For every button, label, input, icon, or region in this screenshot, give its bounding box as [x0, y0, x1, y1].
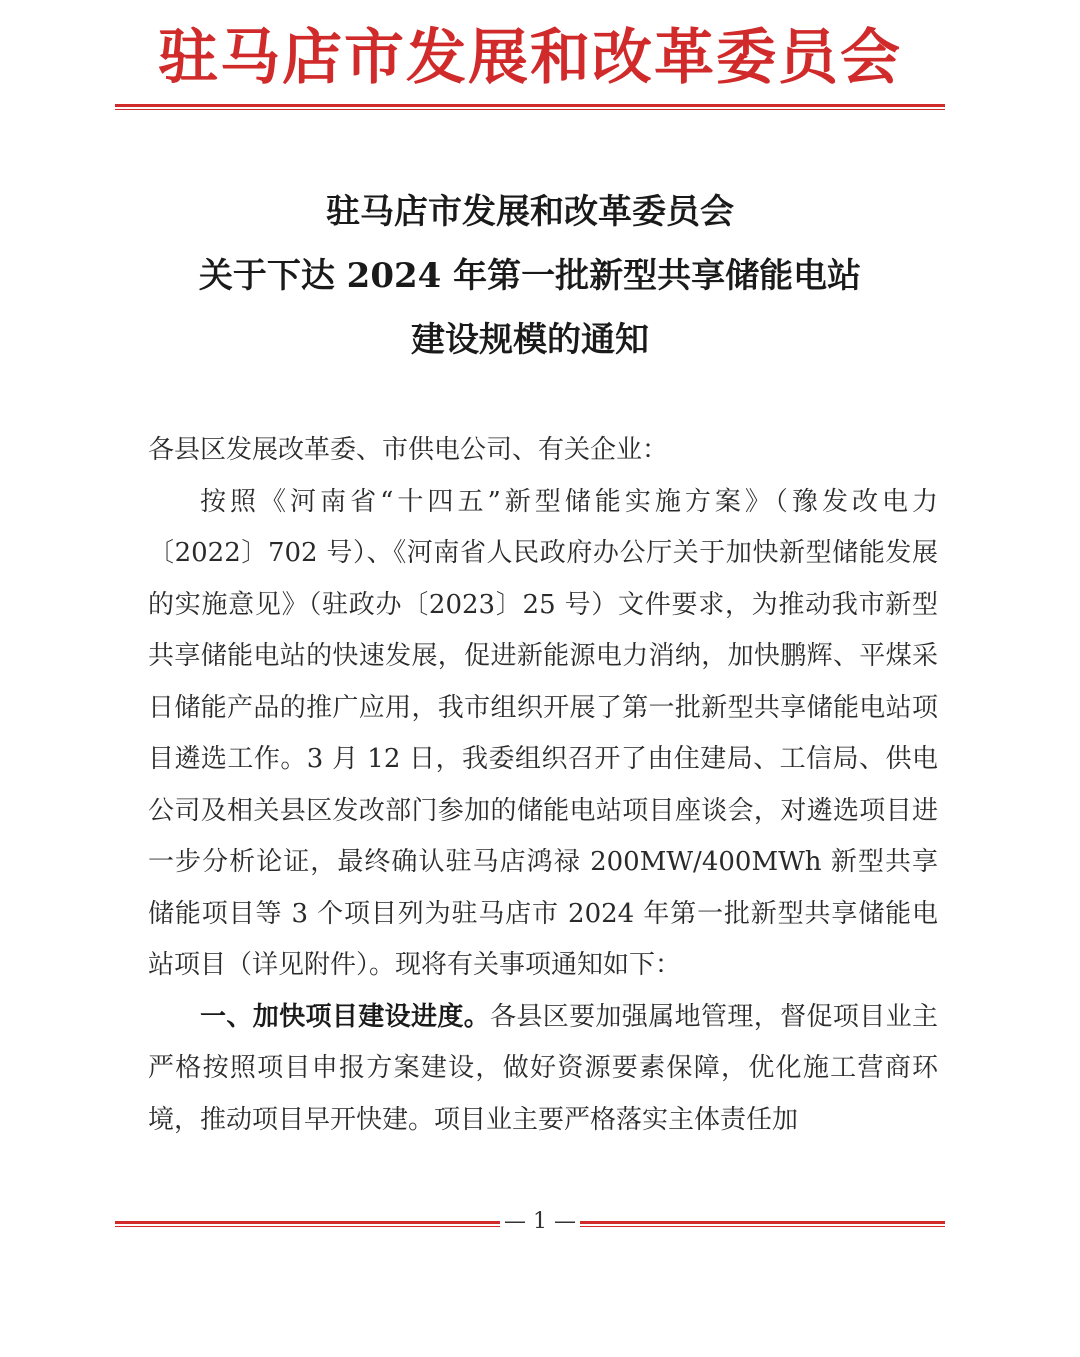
- salutation: 各县区发展改革委、市供电公司、有关企业：: [148, 435, 669, 465]
- document-title-line-3: 建设规模的通知: [411, 320, 649, 360]
- document-body: [148, 425, 938, 1146]
- document-title-line-1: 驻马店市发展和改革委员会: [326, 192, 734, 232]
- page-number: [490, 1204, 590, 1240]
- page-number-text: — 1 —: [500, 1209, 580, 1234]
- paragraph-section-1: [148, 992, 938, 1147]
- section-1-heading: 一、加快项目建设进度。: [200, 1001, 491, 1032]
- section-1-text: 各县区要加强属地管理，督促项目业主严格按照项目申报方案建设，做好资源要素保障，优化施工营商环境，推动项目早开快建。项目业主要严格落实主体责任加: [148, 1001, 938, 1135]
- letterhead-red-rule: [115, 104, 945, 110]
- document-title-line-2: 关于下达 2024 年第一批新型共享储能电站: [198, 256, 862, 296]
- letterhead-title: 驻马店市发展和改革委员会: [158, 23, 902, 93]
- document-title: [115, 180, 945, 372]
- paragraph-intro: 按照《河南省“十四五”新型储能实施方案》（豫发改电力〔2022〕702 号）、《河南省人民政府办公厅关于加快新型储能发展的实施意见》（驻政办〔2023〕25 号）文件要求，为推动我市新型共享储能电站的快速发展，促进新能源电力消纳，加快鹏辉、平煤采日储能产品的推广应用，我市组织开展了第一批新型共享储能电站项目遴选工作。3 月 12 日，我委组织召开了由住建局、工信局、供电公司及相关县区发改部门参加的储能电站项目座谈会，对遴选项目进一步分析论证，最终确认驻马店鸿禄 200MW/400MWh 新型共享储能项目等 3 个项目列为驻马店市 2024 年第一批新型共享储能电站项目（详见附件）。现将有关事项通知如下：: [148, 486, 938, 980]
